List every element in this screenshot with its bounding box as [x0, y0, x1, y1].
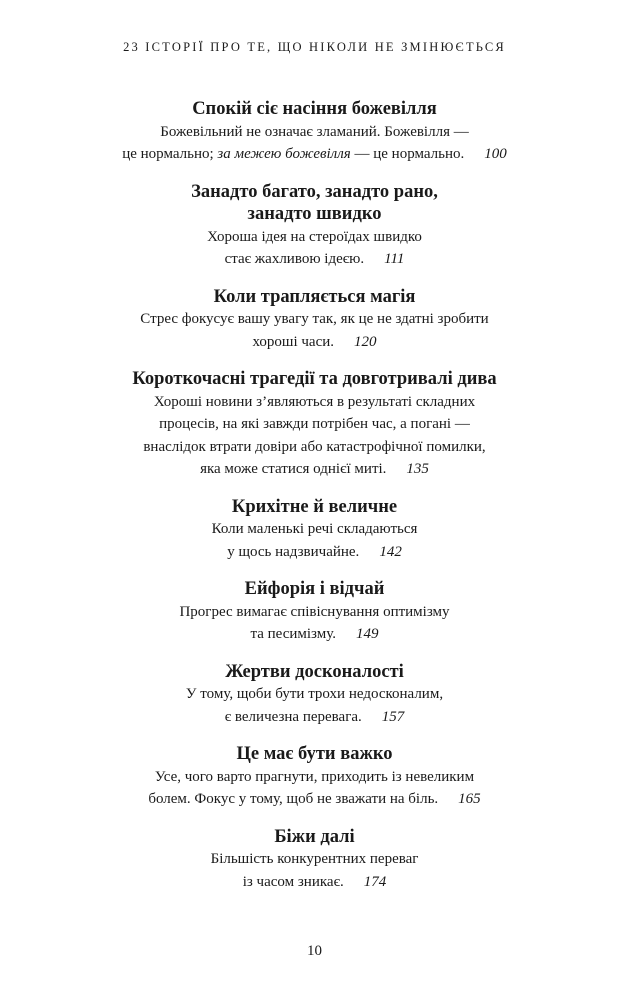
toc-entry [0, 578, 629, 646]
summary-text: із часом зникає. [242, 873, 344, 890]
summary-text: Стрес фокусує вашу увагу так, як це не здатні зробити [140, 311, 489, 327]
summary-text: — це нормально. [350, 146, 465, 162]
chapter-page-number: 149 [356, 626, 379, 642]
toc-entry [0, 286, 629, 354]
chapter-page-number: 174 [363, 873, 387, 890]
summary-text: Більшість конкурентних переваг [210, 851, 419, 867]
chapter-page-number: 157 [381, 708, 405, 725]
summary-text: Прогрес вимагає співіснування оптимізму [179, 603, 450, 620]
summary-text: та песимізму. [250, 626, 336, 642]
summary-text: процесів, на які завжди потрібен час, а погані — [159, 416, 470, 432]
chapter-title: Крихітне й величне [231, 496, 398, 517]
summary-text: у щось надзвичайне. [227, 543, 360, 560]
toc-entry [0, 181, 629, 271]
chapter-page-number: 142 [379, 543, 402, 560]
chapter-page-number: 120 [354, 333, 377, 350]
summary-text: за межею божевілля [217, 146, 351, 162]
toc-entry [0, 496, 629, 564]
chapter-summary-line [0, 226, 629, 249]
toc-entry [0, 661, 629, 729]
chapter-summary-line [0, 683, 629, 706]
summary-text: це нормально; [122, 146, 218, 162]
summary-text: хороші часи. [252, 333, 335, 350]
chapter-title: занадто швидко [247, 204, 382, 224]
chapter-title: Жертви досконалості [225, 661, 404, 682]
chapter-page-number: 135 [406, 461, 429, 477]
summary-text: Божевільний не означає зламаний. Божевілля — [160, 123, 469, 140]
chapter-summary-line [0, 248, 629, 271]
chapter-page-number: 100 [484, 146, 507, 162]
summary-text: є величезна перевага. [224, 708, 362, 725]
chapter-summary-line [0, 788, 629, 811]
chapter-summary-line [0, 871, 629, 894]
chapter-title: Спокій сіє насіння божевілля [192, 99, 437, 119]
chapter-title: Короткочасні трагедії та довготривалі дива [132, 369, 497, 389]
summary-text: стає жахливою ідеєю. [224, 251, 365, 267]
chapter-summary-line [0, 413, 629, 436]
chapter-summary-line [0, 706, 629, 729]
page-number: 10 [307, 943, 322, 959]
chapter-summary-line [0, 458, 629, 481]
chapter-summary-line [0, 143, 629, 166]
chapter-title: Ейфорія і відчай [244, 579, 385, 599]
summary-text: внаслідок втрати довіри або катастрофічної помилки, [143, 438, 486, 455]
summary-text: У тому, щоби бути трохи недосконалим, [185, 686, 444, 702]
running-head: 23 ІСТОРІЇ ПРО ТЕ, ЩО НІКОЛИ НЕ ЗМІНЮЄТЬСЯ [123, 40, 506, 54]
chapter-summary-line [0, 121, 629, 144]
chapter-summary-line [0, 623, 629, 646]
chapter-title: Це має бути важко [236, 744, 393, 764]
toc-entry [0, 98, 629, 166]
summary-text: Коли маленькі речі складаються [211, 521, 418, 537]
chapter-title: Біжи далі [274, 826, 355, 847]
chapter-title: Коли трапляється магія [213, 286, 416, 307]
chapter-summary-line [0, 391, 629, 414]
summary-text: болем. Фокус у тому, щоб не зважати на біль. [148, 791, 439, 807]
summary-text: Хороші новини з’являються в результаті складних [153, 393, 476, 410]
summary-text: Усе, чого варто прагнути, приходить із невеликим [154, 768, 475, 785]
chapter-summary-line [0, 518, 629, 541]
toc-entry [0, 368, 629, 481]
chapter-summary-line [0, 601, 629, 624]
chapter-page-number: 111 [384, 251, 405, 267]
chapter-page-number: 165 [458, 791, 481, 807]
summary-text: яка може статися однієї миті. [200, 461, 387, 477]
table-of-contents [0, 98, 629, 908]
chapter-summary-line [0, 541, 629, 564]
toc-entry [0, 743, 629, 811]
chapter-summary-line [0, 331, 629, 354]
chapter-summary-line [0, 308, 629, 331]
chapter-summary-line [0, 848, 629, 871]
summary-text: Хороша ідея на стероїдах швидко [207, 228, 422, 245]
chapter-summary-line [0, 766, 629, 789]
chapter-title: Занадто багато, занадто рано, [191, 181, 438, 202]
chapter-summary-line [0, 436, 629, 459]
toc-entry [0, 826, 629, 894]
